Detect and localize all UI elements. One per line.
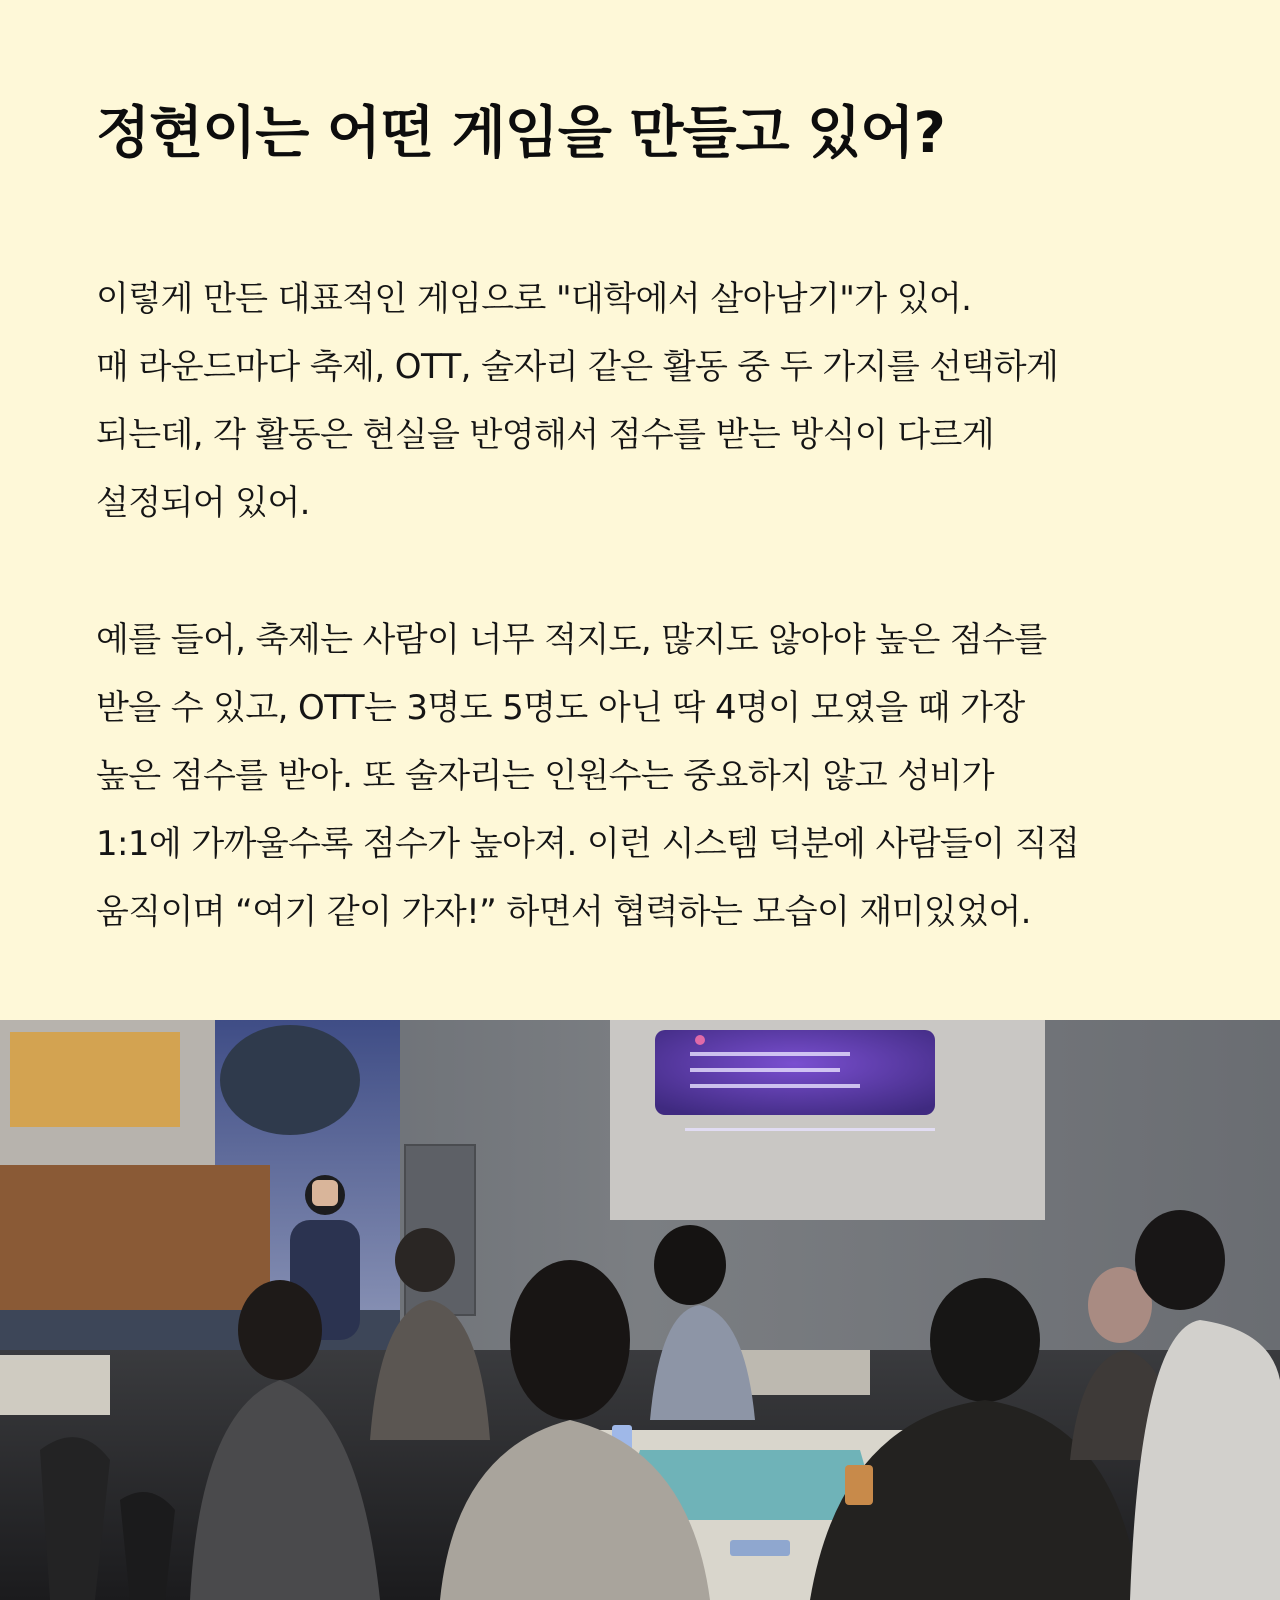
slide-text-line bbox=[690, 1052, 850, 1056]
slide-text-line bbox=[690, 1068, 840, 1072]
event-photo-illustration bbox=[0, 1020, 1280, 1600]
paragraph-line: 받을 수 있고, OTT는 3명도 5명도 아닌 딱 4명이 모였을 때 가장 bbox=[96, 688, 1025, 728]
cup bbox=[845, 1465, 873, 1505]
paragraph-line: 매 라운드마다 축제, OTT, 술자리 같은 활동 중 두 가지를 선택하게 bbox=[96, 347, 1059, 387]
paragraph-intro bbox=[96, 265, 1206, 537]
paragraph-line: 높은 점수를 받아. 또 술자리는 인원수는 중요하지 않고 성비가 bbox=[96, 756, 994, 796]
side-table bbox=[0, 1355, 110, 1415]
back-table bbox=[730, 1350, 870, 1395]
paragraph-line: 설정되어 있어. bbox=[96, 483, 310, 523]
paragraph-line: 되는데, 각 활동은 현실을 반영해서 점수를 받는 방식이 다르게 bbox=[96, 415, 994, 455]
paragraph-line: 1:1에 가까울수록 점수가 높아져. 이런 시스템 덕분에 사람들이 직접 bbox=[96, 824, 1080, 864]
slide-dot bbox=[695, 1035, 705, 1045]
projected-window bbox=[10, 1032, 180, 1127]
paragraph-example bbox=[96, 606, 1206, 946]
paragraph-line: 이렇게 만든 대표적인 게임으로 "대학에서 살아남기"가 있어. bbox=[96, 279, 972, 319]
page-title: 정현이는 어떤 게임을 만들고 있어? bbox=[96, 101, 945, 166]
event-photo bbox=[0, 1020, 1280, 1600]
tablet-device bbox=[730, 1540, 790, 1556]
slide-text-line bbox=[690, 1084, 860, 1088]
projected-wood-panel bbox=[0, 1165, 270, 1310]
projected-tree bbox=[220, 1025, 360, 1135]
paragraph-line: 예를 들어, 축제는 사람이 너무 적지도, 많지도 않아야 높은 점수를 bbox=[96, 620, 1047, 660]
paragraph-line: 움직이며 “여기 같이 가자!” 하면서 협력하는 모습이 재미있었어. bbox=[96, 892, 1031, 932]
slide-text-line bbox=[685, 1128, 935, 1131]
